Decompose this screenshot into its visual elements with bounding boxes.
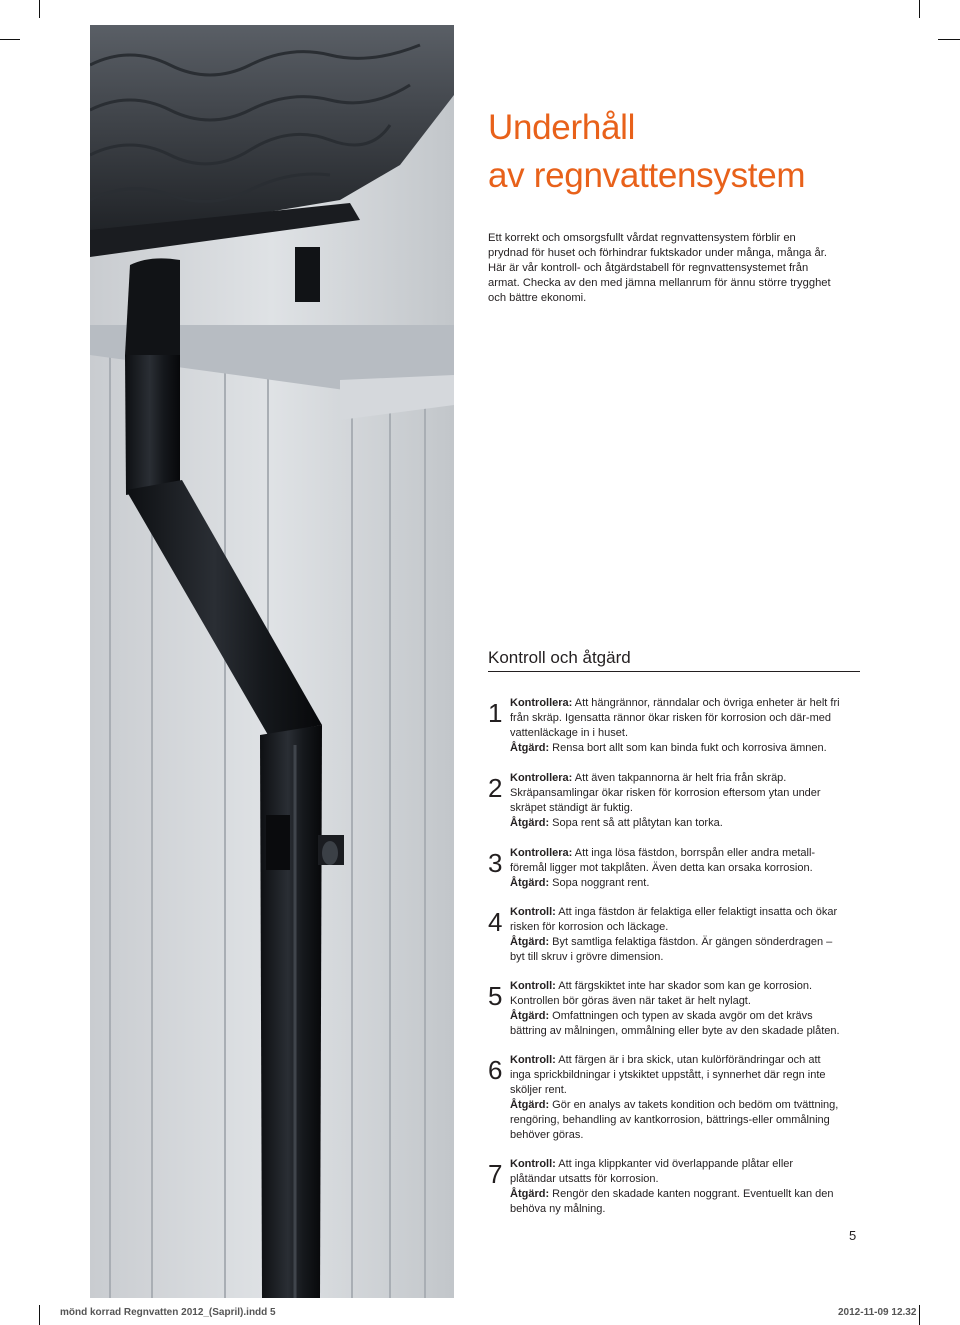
page-number: 5 [849, 1228, 857, 1243]
item-number: 7 [488, 1159, 503, 1189]
item-text-action: Sopa rent så att plåtytan kan torka. [552, 817, 723, 829]
item-text-action: Omfattningen och typen av skada avgör om det krävs bättring av målningen, ommålning eller byte av den skadade plåten. [510, 1010, 840, 1037]
crop-mark-bottom-right-v [919, 1305, 920, 1325]
title-line-1: Underhåll [488, 108, 636, 147]
print-slug-date: 2012-11-09 12.32 [838, 1307, 917, 1318]
item-text-check: Att även takpannorna är helt fria från skräp. Skräpansamlingar ökar risken för korrosion eftersom ytan under skräpet ständigt är fuktig. [510, 772, 821, 814]
item-text-check: Att färgskiktet inte har skador som kan ge korrosion. Kontrollen bör göras även när taket är helt nylagt. [510, 980, 813, 1007]
item-label-check: Kontroll: [510, 906, 556, 918]
crop-mark-top-right-v [919, 0, 920, 18]
item-label-action: Åtgärd: [510, 936, 550, 948]
downpipe-photo [90, 25, 454, 1298]
item-text [510, 846, 840, 891]
item-label-check: Kontrollera: [510, 697, 573, 709]
section-heading: Kontroll och åtgärd [488, 648, 631, 667]
crop-mark-top-right-h [938, 39, 960, 40]
title-line-2: av regnvattensystem [488, 156, 806, 195]
item-number: 1 [488, 698, 503, 728]
item-label-action: Åtgärd: [510, 877, 550, 889]
item-label-action: Åtgärd: [510, 1188, 550, 1200]
item-text [510, 696, 840, 756]
item-number: 5 [488, 981, 503, 1011]
item-label-action: Åtgärd: [510, 817, 550, 829]
item-text-check: Att hängrännor, ränndalar och övriga enheter är helt fri från skräp. Igensatta rännor ökar risken för korrosion och där-med vattenläckage in i huset. [510, 697, 840, 739]
item-text [510, 1157, 840, 1217]
item-label-action: Åtgärd: [510, 742, 550, 754]
item-text-check: Att inga fästdon är felaktiga eller felaktigt insatta och ökar risken för korrosion och läckage. [510, 906, 838, 933]
item-text [510, 1053, 840, 1143]
intro-paragraph: Ett korrekt och omsorgsfullt vårdat regnvattensystem förblir en prydnad för huset och förhindrar fuktskador under många, många år. Här är vår kontroll- och åtgärdstabell för regnvattensystemet från armat. Checka av den med jämna mellanrum för ännu större trygghet och bättre ekonomi. [488, 232, 831, 304]
crop-mark-top-left-h [0, 39, 20, 40]
section-rule [488, 671, 860, 672]
page-title [488, 104, 805, 200]
item-text-check: Att färgen är i bra skick, utan kulörförändringar och att inga sprickbildningar i ytskiktet uppstått, i synnerhet där regn inte sköljer rent. [510, 1054, 826, 1096]
item-text-action: Rengör den skadade kanten noggrant. Eventuellt kan den behöva ny målning. [510, 1188, 834, 1215]
item-text [510, 905, 840, 965]
crop-mark-bottom-left-v [39, 1305, 40, 1325]
item-text [510, 979, 840, 1039]
item-label-action: Åtgärd: [510, 1010, 550, 1022]
item-number: 2 [488, 773, 503, 803]
crop-mark-top-left-v [39, 0, 40, 18]
item-label-check: Kontroll: [510, 980, 556, 992]
item-label-action: Åtgärd: [510, 1099, 550, 1111]
item-text-action: Sopa noggrant rent. [552, 877, 650, 889]
item-label-check: Kontrollera: [510, 847, 573, 859]
item-text [510, 771, 840, 831]
item-text-action: Gör en analys av takets kondition och bedöm om tvättning, rengöring, behandling av kantkorrosion, bättrings-eller ommålning behöver göras. [510, 1099, 839, 1141]
item-text-action: Rensa bort allt som kan binda fukt och korrosiva ämnen. [552, 742, 827, 754]
print-slug-file: mönd korrad Regnvatten 2012_(Sapril).indd 5 [60, 1307, 276, 1318]
item-number: 3 [488, 848, 503, 878]
item-label-check: Kontroll: [510, 1054, 556, 1066]
item-label-check: Kontroll: [510, 1158, 556, 1170]
item-label-check: Kontrollera: [510, 772, 573, 784]
item-text-action: Byt samtliga felaktiga fästdon. Är gängen sönderdragen – byt till skruv i grövre dimension. [510, 936, 833, 963]
item-text-check: Att inga klippkanter vid överlappande plåtar eller plåtändar utsatts för korrosion. [510, 1158, 794, 1185]
item-number: 6 [488, 1055, 503, 1085]
item-number: 4 [488, 907, 503, 937]
item-text-check: Att inga lösa fästdon, borrspån eller andra metall-föremål ligger mot takplåten. Även detta kan orsaka korrosion. [510, 847, 816, 874]
